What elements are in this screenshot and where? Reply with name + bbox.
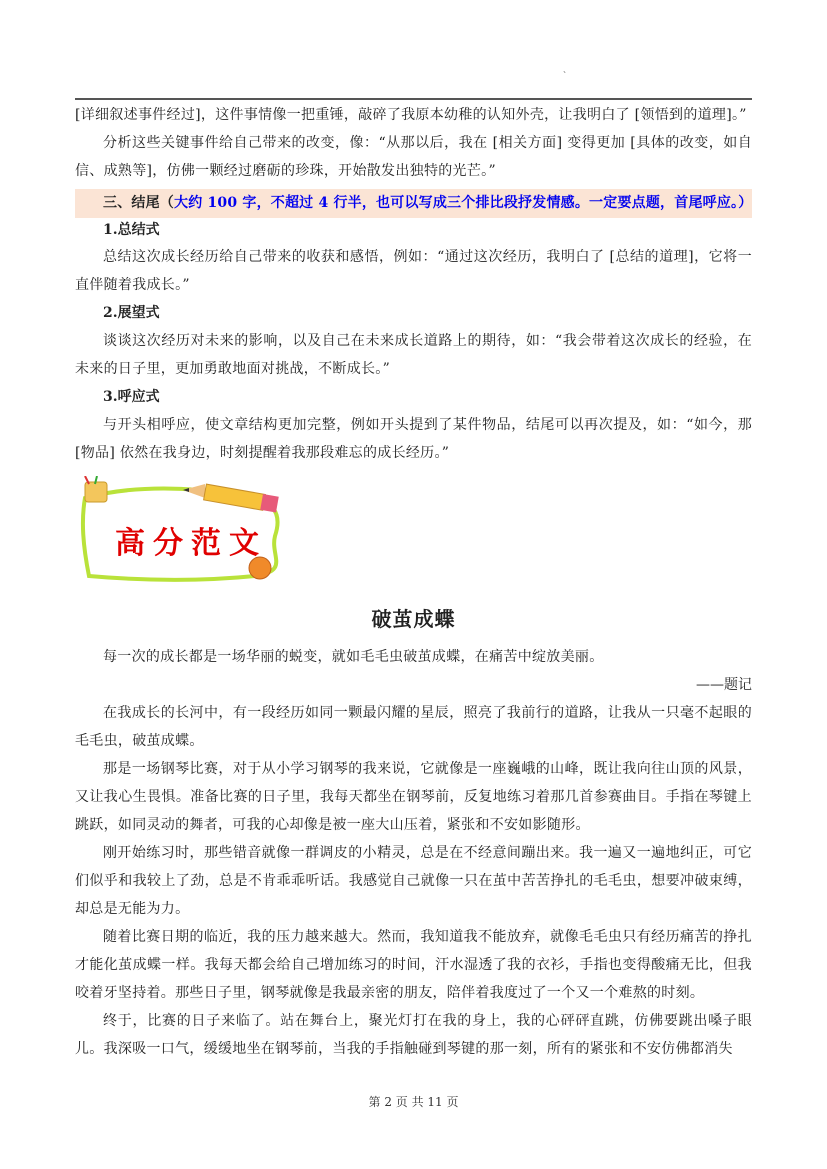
section-title-text: 三、结尾（	[103, 195, 174, 211]
essay-paragraph: 那是一场钢琴比赛，对于从小学习钢琴的我来说，它就像是一座巍峨的山峰，既让我向往山顶的风景，又让我心生畏惧。准备比赛的日子里，我每天都坐在钢琴前，反复地练习着那几首参赛曲目。手指在琴键上跳跃，如同灵动的舞者，可我的心却像是被一座大山压着，紧张和不安如影随形。	[75, 761, 752, 833]
essay-paragraph: 刚开始练习时，那些错音就像一群调皮的小精灵，总是在不经意间蹦出来。我一遍又一遍地纠正，可它们似乎和我较上了劲，总是不肯乖乖听话。我感觉自己就像一只在茧中苦苦挣扎的毛毛虫，想要冲破束缚，却总是无能为力。	[75, 845, 752, 917]
model-essay-banner	[75, 476, 305, 586]
banner-text: 高分范文	[115, 526, 267, 561]
paragraph: 谈谈这次经历对未来的影响，以及自己在未来成长道路上的期待，如：“我会带着这次成长的经验，在未来的日子里，更加勇敢地面对挑战，不断成长。”	[75, 333, 752, 377]
epigraph-source: ——题记	[696, 677, 752, 693]
essay-title: 破茧成蝶	[371, 607, 456, 631]
section-note: 大约 100 字，不超过 4 行半，也可以写成三个排比段抒发情感。一定要点题，首尾呼应。）	[174, 195, 753, 211]
paragraph: 分析这些关键事件给自己带来的改变，像：“从那以后，我在 [相关方面] 变得更加 [具体的改变，如自信、成熟等]，仿佛一颗经过磨砺的珍珠，开始散发出独特的光芒。”	[75, 135, 752, 179]
paragraph: 总结这次成长经历给自己带来的收获和感悟，例如：“通过这次经历，我明白了 [总结的道理]，它将一直伴随着我成长。”	[75, 249, 752, 293]
paragraph: [详细叙述事件经过]，这件事情像一把重锤，敲碎了我原本幼稚的认知外壳，让我明白了 [领悟到的道理]。”	[75, 107, 747, 123]
essay-paragraph: 随着比赛日期的临近，我的压力越来越大。然而，我知道我不能放弃，就像毛毛虫只有经历痛苦的挣扎才能化茧成蝶一样。我每天都会给自己增加练习的时间，汗水湿透了我的衣衫，手指也变得酸痛无比，但我咬着牙坚持着。那些日子里，钢琴就像是我最亲密的朋友，陪伴着我度过了一个又一个难熬的时刻。	[75, 929, 752, 1001]
paragraph: 与开头相呼应，使文章结构更加完整，例如开头提到了某件物品，结尾可以再次提及，如：“如今，那 [物品] 依然在我身边，时刻提醒着我那段难忘的成长经历。”	[75, 417, 752, 461]
subheading-outlook: 2.展望式	[103, 305, 160, 321]
header-rule	[75, 98, 752, 100]
header-mark: 、	[563, 65, 571, 74]
page-number: 第 2 页 共 11 页	[368, 1095, 459, 1109]
essay-paragraph: 终于，比赛的日子来临了。站在舞台上，聚光灯打在我的身上，我的心砰砰直跳，仿佛要跳出嗓子眼儿。我深吸一口气，缓缓地坐在钢琴前，当我的手指触碰到琴键的那一刻，所有的紧张和不安仿佛都消失	[75, 1013, 752, 1057]
section-title	[103, 189, 752, 218]
subheading-summary: 1.总结式	[103, 222, 160, 238]
epigraph: 每一次的成长都是一场华丽的蜕变，就如毛毛虫破茧成蝶，在痛苦中绽放美丽。	[103, 649, 604, 665]
essay-paragraph: 在我成长的长河中，有一段经历如同一颗最闪耀的星辰，照亮了我前行的道路，让我从一只毫不起眼的毛毛虫，破茧成蝶。	[75, 705, 752, 749]
subheading-echo: 3.呼应式	[103, 389, 160, 405]
